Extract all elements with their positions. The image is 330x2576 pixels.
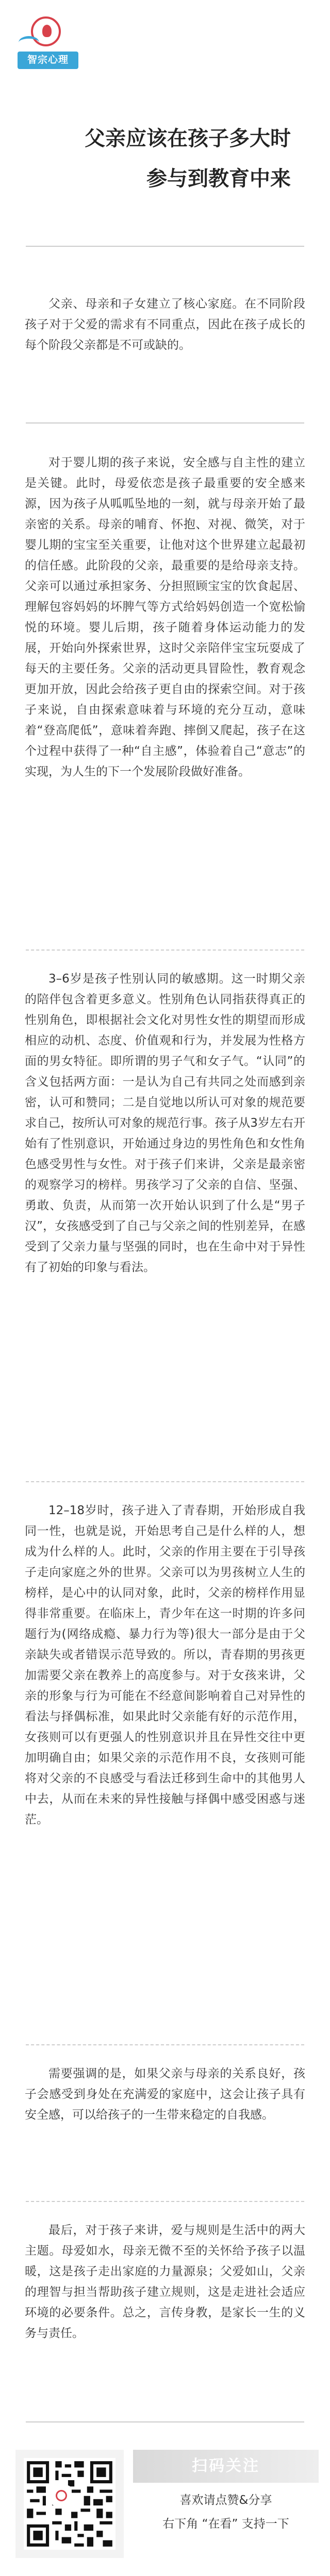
paragraph-gender: 3–6岁是孩子性别认同的敏感期。这一时期父亲的陪伴包含着更多意义。性别角色认同指获得真正的性别角色，即根据社会文化对男性女性的期望而形成相应的动机、态度、价值观和行为，并发展为性格方面的男女特征。即所谓的男子气和女子气。“认同”的含义包括两方面：一是认为自己有共同之处而感到亲密，认可和赞同；二是自觉地以所认可对象的规范要求自己，按所认可对象的规范行事。孩子从3岁左右开始有了性别意识，开始通过身边的男性角色和女性角色感受男性与女性。对于孩子们来讲，父亲是最亲密的观察学习的榜样。男孩学习了父亲的自信、坚强、勇敢、负责，从而第一次开始认识到了什么是“男子汉”，女孩感受到了自己与父亲之间的性别差异，在感受到了父亲力量与坚强的同时，也在生命中对于异性有了初始的印象与看法。 <box>25 972 305 1274</box>
title-line-2: 参与到教育中来 <box>146 167 291 191</box>
section-divider <box>26 1481 304 1482</box>
paragraph-infancy: 对于婴儿期的孩子来说，安全感与自主性的建立是关键。此时，母爱依恋是孩子最重要的安全感来源，因为孩子从呱呱坠地的一刻，就与母亲开始了最亲密的关系。母亲的哺育、怀抱、对视、微笑，对于婴儿期的宝宝至关重要，让他对这个世界建立起最初的信任感。此阶段的父亲，最重要的是给母亲支持。父亲可以通过承担家务、分担照顾宝宝的饮食起居、理解包容妈妈的坏脾气等方式给妈妈创造一个宽松愉悦的环境。婴儿后期，孩子随着身体运动能力的发展，开始向外探索世界，这时父亲陪伴宝宝玩耍成了每天的主要任务。父亲的活动更具冒险性，教育观念更加开放，因此会给孩子更自由的探索空间。对于孩子来说，自由探索意味着与环境的充分互动，意味着“登高爬低”，意味着奔跑、摔倒又爬起，孩子在这个过程中获得了一种“自主感”，体验着自己“意志”的实现，为人生的下一个发展阶段做好准备。 <box>25 456 305 778</box>
section-divider <box>26 246 304 247</box>
section-divider <box>26 950 304 951</box>
follow-prompt <box>133 2488 319 2536</box>
page-title <box>85 118 291 199</box>
follow-line-1: 喜欢请点赞&分享 <box>179 2494 272 2507</box>
logo-swish-icon <box>19 36 39 49</box>
article-section-conclusion <box>25 2220 305 2344</box>
article-section-intro <box>25 294 305 355</box>
article-section-parents <box>25 2063 305 2125</box>
article-section-gender <box>25 969 305 1278</box>
qr-code-icon[interactable] <box>24 2458 116 2550</box>
section-divider <box>26 2421 304 2422</box>
paragraph-adolescence: 12–18岁时，孩子进入了青春期，开始形成自我同一性，也就是说，开始思考自己是什么样的人，想成为什么样的人。此时，父亲的作用主要在于引导孩子走向家庭之外的世界。父亲可以为男孩树立人生的榜样，是心中的认同对象，此时，父亲的榜样作用显得非常重要。在临床上，青少年在这一时期的许多问题行为(网络成瘾、暴力行为等)很大一部分是由于父亲缺失或者错误示范导致的。所以，青春期的男孩更加需要父亲在教养上的高度参与。对于女孩来讲，父亲的形象与行为可能在不经意间影响着自己对异性的看法与择偶标准，如果此时父亲能有好的示范作用，女孩则可以有更强人的性别意识并且在异性交往中更加明确自由；如果父亲的示范作用不良，女孩则可能将对父亲的不良感受与看法迁移到生命中的其他男人中去，从而在未来的异性接触与择偶中感受困惑与迷茫。 <box>25 1504 305 1826</box>
logo <box>15 12 81 73</box>
follow-banner: 扫码关注 <box>133 2450 319 2483</box>
qr-code-panel[interactable] <box>15 2450 124 2558</box>
title-line-1: 父亲应该在孩子多大时 <box>85 127 291 150</box>
paragraph-intro: 父亲、母亲和子女建立了核心家庭。在不同阶段孩子对于父爱的需求有不同重点，因此在孩子成长的每个阶段父亲都是不可或缺的。 <box>25 297 305 352</box>
article-section-adolescence <box>25 1500 305 1830</box>
section-divider <box>26 2201 304 2202</box>
article-section-infancy <box>25 452 305 782</box>
qr-logo-icon <box>53 2487 70 2504</box>
section-divider <box>26 422 304 423</box>
follow-line-2: 右下角 “在看” 支持一下 <box>162 2517 289 2531</box>
paragraph-parents: 需要强调的是，如果父亲与母亲的关系良好，孩子会感受到身处在充满爱的家庭中，这会让孩子具有安全感，可以给孩子的一生带来稳定的自我感。 <box>25 2067 305 2122</box>
logo-badge-text: 智宗心理 <box>18 52 78 69</box>
paragraph-conclusion: 最后，对于孩子来讲，爱与规则是生活中的两大主题。母爱如水，母亲无微不至的关怀给予孩子以温暖，这是孩子走出家庭的力量源泉；父爱如山，父亲的理智与担当帮助孩子建立规则，这是走进社会适应环境的必要条件。总之，言传身教，是家长一生的义务与责任。 <box>25 2224 305 2340</box>
section-divider <box>26 2044 304 2045</box>
